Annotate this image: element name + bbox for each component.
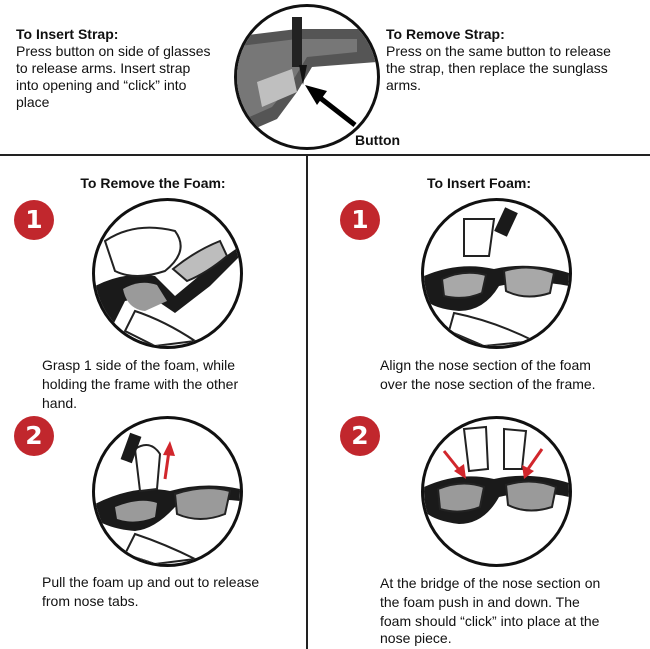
remove-foam-step2-illustration <box>92 416 243 567</box>
remove-foam-step2-line2: from nose tabs. <box>42 593 139 609</box>
remove-foam-step2-line1: Pull the foam up and out to release <box>42 574 260 590</box>
insert-foam-step2-illustration <box>421 416 572 567</box>
insert-foam-step2-line2: the foam push in and down. The <box>380 594 580 610</box>
insert-foam-step1-line1: Align the nose section of the foam <box>380 357 591 373</box>
insert-strap-text-line1: Press button on side of glasses <box>16 43 211 59</box>
step-2-badge-left: 2 <box>14 416 54 456</box>
insert-strap-title: To Insert Strap: <box>16 26 119 42</box>
remove-foam-step1-illustration <box>92 198 243 349</box>
button-callout-label: Button <box>355 132 401 148</box>
step-1-badge-left: 1 <box>14 200 54 240</box>
step-2-badge-right: 2 <box>340 416 380 456</box>
remove-foam-title: To Remove the Foam: <box>80 175 226 191</box>
insert-foam-step1-illustration <box>421 198 572 349</box>
insert-strap-text-line4: place <box>16 94 50 110</box>
remove-strap-text-line2: the strap, then replace the sunglass <box>386 60 608 76</box>
remove-strap-text-line1: Press on the same button to release <box>386 43 611 59</box>
remove-strap-text-line3: arms. <box>386 77 421 93</box>
insert-foam-title: To Insert Foam: <box>427 175 531 191</box>
step-1-badge-right: 1 <box>340 200 380 240</box>
strap-button-closeup-illustration <box>234 4 380 150</box>
section-divider-horizontal <box>0 154 650 156</box>
insert-strap-text-line3: into opening and “click” into <box>16 77 187 93</box>
remove-strap-title: To Remove Strap: <box>386 26 505 42</box>
insert-foam-step2-line4: nose piece. <box>380 630 452 646</box>
remove-foam-step1-line2: holding the frame with the other <box>42 376 239 392</box>
remove-foam-step1-line3: hand. <box>42 395 78 411</box>
insert-foam-step2-line3: foam should “click” into place at the <box>380 613 600 629</box>
insert-foam-step2-line1: At the bridge of the nose section on <box>380 575 601 591</box>
remove-foam-step1-line1: Grasp 1 side of the foam, while <box>42 357 235 373</box>
section-divider-vertical <box>306 156 308 649</box>
insert-foam-step1-line2: over the nose section of the frame. <box>380 376 596 392</box>
insert-strap-text-line2: to release arms. Insert strap <box>16 60 191 76</box>
